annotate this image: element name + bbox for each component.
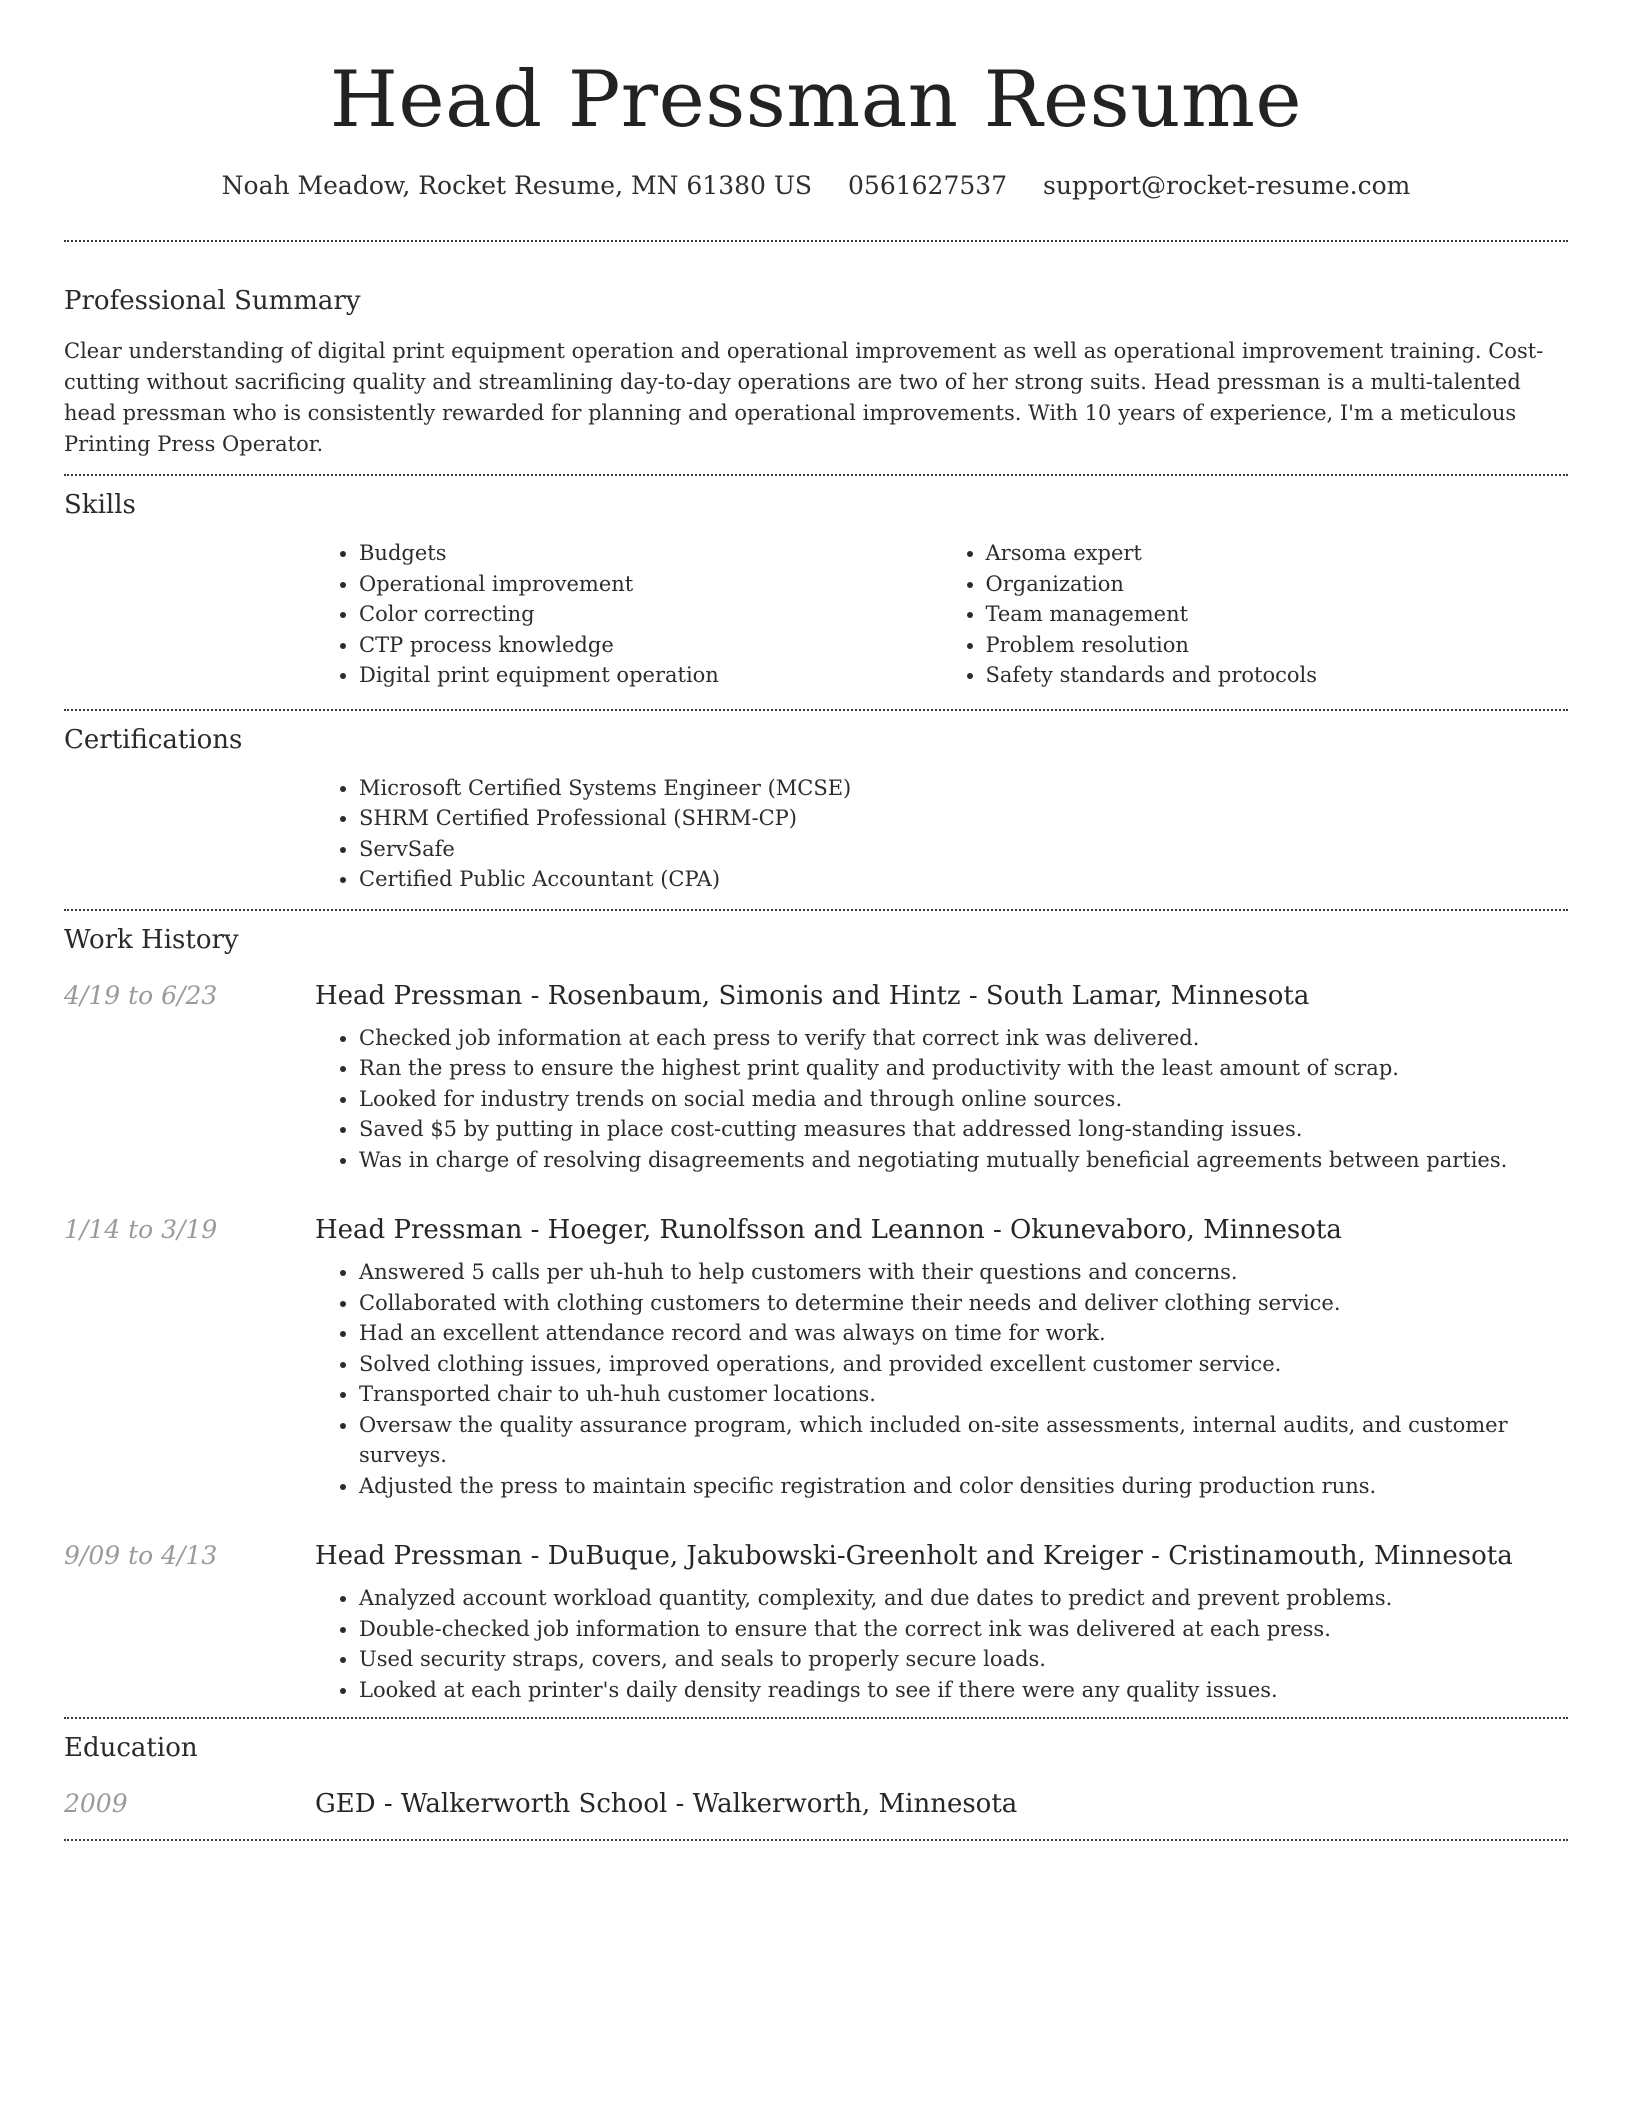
skills-grid <box>315 538 1568 691</box>
certifications-heading: Certifications <box>64 724 243 755</box>
resume-title: Head Pressman Resume <box>329 55 1303 145</box>
skill-item: • Team management <box>986 599 1569 630</box>
skills-heading: Skills <box>64 490 136 520</box>
certification-item: • Microsoft Certified Systems Engineer (MCSE) <box>359 773 1568 804</box>
job-title: Head Pressman - Rosenbaum, Simonis and Hintz - South Lamar, Minnesota <box>315 980 1310 1011</box>
job-bullet: • Transported chair to uh-huh customer locations. <box>359 1379 1568 1410</box>
resume-page <box>64 0 1568 1841</box>
job-title: Head Pressman - DuBuque, Jakubowski-Greenholt and Kreiger - Cristinamouth, Minnesota <box>315 1541 1513 1571</box>
education-heading: Education <box>64 1733 198 1763</box>
job-bullet: • Looked at each printer's daily density readings to see if there were any quality issues. <box>359 1675 1568 1706</box>
job-header <box>64 1539 1568 1573</box>
job-bullet: • Analyzed account workload quantity, complexity, and due dates to predict and prevent problems. <box>359 1583 1568 1614</box>
job-bullet: • Collaborated with clothing customers to determine their needs and deliver clothing service. <box>359 1288 1568 1319</box>
skills-list-left <box>315 538 942 691</box>
job-header <box>64 979 1568 1013</box>
skill-item: • Digital print equipment operation <box>359 660 942 691</box>
skill-item: • Operational improvement <box>359 569 942 600</box>
skill-item: • Safety standards and protocols <box>986 660 1569 691</box>
contact-email: support@rocket-resume.com <box>1043 171 1411 200</box>
job-title: Head Pressman - Hoeger, Runolfsson and Leannon - Okunevaboro, Minnesota <box>315 1215 1342 1245</box>
work-history-heading: Work History <box>64 924 239 955</box>
certification-item: • SHRM Certified Professional (SHRM-CP) <box>359 803 1568 834</box>
job-dates: 9/09 to 4/13 <box>64 1541 218 1570</box>
certification-item: • Certified Public Accountant (CPA) <box>359 864 1568 895</box>
education-entry <box>64 1787 1568 1821</box>
summary-text: Clear understanding of digital print equipment operation and operational improvement as well as operational improvement training. Cost-cutting without sacrificing quality and streamlining day-to-day operations are two of her strong suits. Head pressman is a multi-talented head pressman who is consistently rewarded for planning and operational improvements. With 10 years of experience, I'm a meticulous Printing Press Operator. <box>64 339 1544 456</box>
job-bullet: • Answered 5 calls per uh-huh to help customers with their questions and concerns. <box>359 1257 1568 1288</box>
work-history-section <box>64 923 1568 1706</box>
skill-item: • Arsoma expert <box>986 538 1569 569</box>
job-bullet: • Looked for industry trends on social media and through online sources. <box>359 1084 1568 1115</box>
job-dates: 1/14 to 3/19 <box>64 1215 218 1244</box>
skill-item: • Color correcting <box>359 599 942 630</box>
job-entry <box>64 1539 1568 1705</box>
divider <box>64 709 1568 711</box>
job-bullet: • Oversaw the quality assurance program, which included on-site assessments, internal audits, and customer surveys. <box>359 1410 1568 1471</box>
education-section <box>64 1731 1568 1821</box>
contact-line <box>64 168 1568 204</box>
certifications-section <box>64 723 1568 895</box>
contact-phone: 0561627537 <box>848 171 1008 200</box>
divider <box>64 474 1568 476</box>
job-bullet: • Adjusted the press to maintain specific registration and color densities during production runs. <box>359 1471 1568 1502</box>
summary-heading: Professional Summary <box>64 286 361 316</box>
job-entry <box>64 979 1568 1176</box>
job-bullets <box>315 1257 1568 1501</box>
job-bullet: • Saved $5 by putting in place cost-cutting measures that addressed long-standing issues. <box>359 1114 1568 1145</box>
job-header <box>64 1213 1568 1247</box>
skill-item: • CTP process knowledge <box>359 630 942 661</box>
certifications-list <box>315 773 1568 895</box>
skill-item: • Problem resolution <box>986 630 1569 661</box>
divider <box>64 240 1568 242</box>
skill-item: • Organization <box>986 569 1569 600</box>
job-bullets <box>315 1023 1568 1176</box>
job-bullet: • Double-checked job information to ensure that the correct ink was delivered at each press. <box>359 1614 1568 1645</box>
certification-item: • ServSafe <box>359 834 1568 865</box>
skill-item: • Budgets <box>359 538 942 569</box>
contact-address: Noah Meadow, Rocket Resume, MN 61380 US <box>221 171 813 200</box>
education-year: 2009 <box>64 1789 128 1818</box>
divider <box>64 1839 1568 1841</box>
job-bullet: • Solved clothing issues, improved operations, and provided excellent customer service. <box>359 1349 1568 1380</box>
education-title: GED - Walkerworth School - Walkerworth, Minnesota <box>315 1789 1018 1819</box>
job-bullet: • Was in charge of resolving disagreements and negotiating mutually beneficial agreements between parties. <box>359 1145 1568 1176</box>
skills-list-right <box>942 538 1569 691</box>
divider <box>64 1717 1568 1719</box>
job-bullet: • Ran the press to ensure the highest print quality and productivity with the least amount of scrap. <box>359 1053 1568 1084</box>
skills-section <box>64 488 1568 691</box>
summary-section <box>64 284 1568 460</box>
job-bullet: • Used security straps, covers, and seals to properly secure loads. <box>359 1644 1568 1675</box>
job-bullet: • Checked job information at each press to verify that correct ink was delivered. <box>359 1023 1568 1054</box>
divider <box>64 909 1568 911</box>
job-entry <box>64 1213 1568 1501</box>
job-dates: 4/19 to 6/23 <box>64 980 218 1010</box>
job-bullet: • Had an excellent attendance record and was always on time for work. <box>359 1318 1568 1349</box>
job-bullets <box>315 1583 1568 1705</box>
